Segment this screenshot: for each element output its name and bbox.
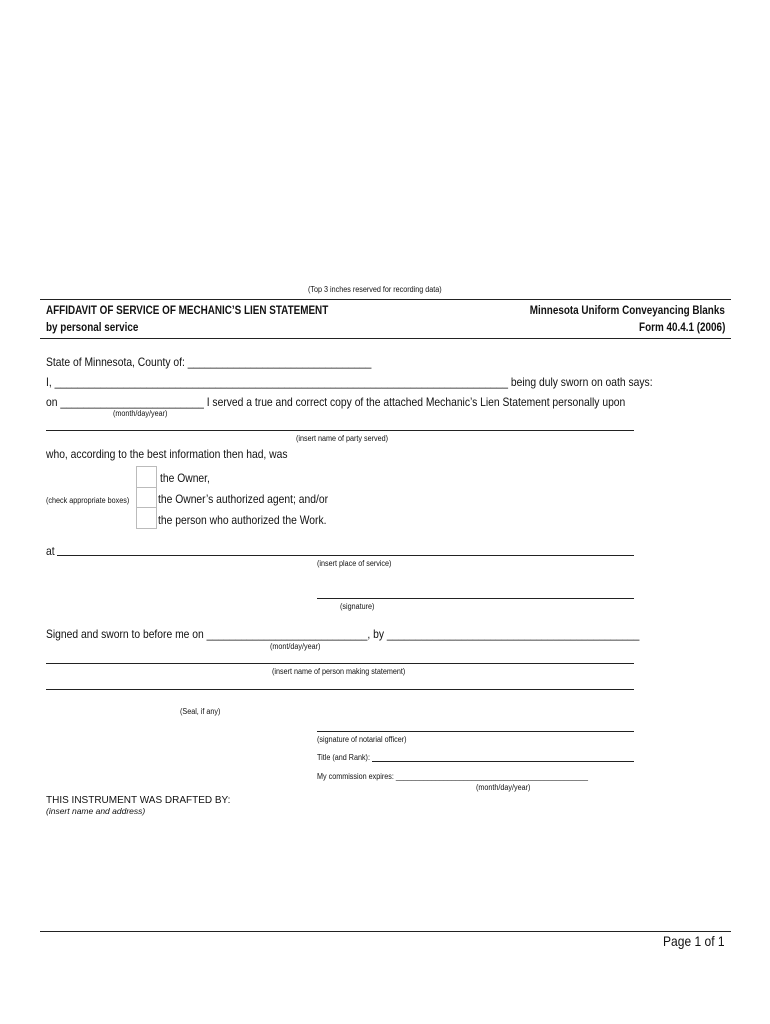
service-date-line[interactable]: on _________________________ I served a true and correct copy of the attached Mechanic’s Lien Statement personally upon xyxy=(46,395,626,409)
place-of-service-hint: (insert place of service) xyxy=(317,559,392,568)
title-rank-label: Title (and Rank): xyxy=(317,753,370,762)
notary-signature-field[interactable] xyxy=(317,731,634,732)
at-label: at xyxy=(46,544,55,558)
check-boxes-hint: (check appropriate boxes) xyxy=(46,496,130,505)
affiant-line[interactable]: I, _______________________________________________________________________________ being duly sworn on oath says: xyxy=(46,375,653,389)
party-served-hint: (insert name of party served) xyxy=(296,434,389,443)
option-authorizer: the person who authorized the Work. xyxy=(158,513,327,527)
page-number: Page 1 of 1 xyxy=(663,933,725,949)
form-number: Form 40.4.1 (2006) xyxy=(638,322,725,334)
state-county-line[interactable]: State of Minnesota, County of: ________________________________ xyxy=(46,355,372,369)
form-series: Minnesota Uniform Conveyancing Blanks xyxy=(529,305,725,317)
header-top-rule xyxy=(40,299,731,300)
place-of-service-field[interactable] xyxy=(57,555,634,556)
title-rank-field[interactable] xyxy=(372,761,634,762)
commission-date-hint: (month/day/year) xyxy=(476,783,531,792)
agent-checkbox[interactable] xyxy=(136,487,157,509)
header-bottom-rule xyxy=(40,338,731,339)
party-served-field[interactable] xyxy=(46,430,634,431)
drafted-by-label: THIS INSTRUMENT WAS DRAFTED BY: xyxy=(46,795,231,806)
sworn-date-hint: (mont/day/year) xyxy=(270,642,321,651)
service-date-hint: (month/day/year) xyxy=(113,409,168,418)
option-agent: the Owner’s authorized agent; and/or xyxy=(158,492,329,506)
commission-expires-line[interactable]: My commission expires: ________________________________________________ xyxy=(317,772,589,781)
drafted-by-hint: (insert name and address) xyxy=(46,806,146,816)
owner-checkbox[interactable] xyxy=(136,466,157,488)
option-owner: the Owner, xyxy=(160,471,210,485)
signature-field[interactable] xyxy=(317,598,634,599)
who-line: who, according to the best information then had, was xyxy=(46,447,288,461)
signed-sworn-line[interactable]: Signed and sworn to before me on ____________________________, by ____________________________________________ xyxy=(46,627,640,641)
authorizer-checkbox[interactable] xyxy=(136,507,157,529)
notary-signature-hint: (signature of notarial officer) xyxy=(317,735,407,744)
extra-line-field[interactable] xyxy=(46,689,634,690)
recording-note: (Top 3 inches reserved for recording data) xyxy=(308,285,442,294)
person-making-statement-field[interactable] xyxy=(46,663,634,664)
person-making-statement-hint: (insert name of person making statement) xyxy=(272,667,406,676)
seal-hint: (Seal, if any) xyxy=(180,707,221,716)
signature-hint: (signature) xyxy=(340,602,375,611)
footer-rule xyxy=(40,931,731,932)
form-subtitle: by personal service xyxy=(46,322,139,334)
form-title: AFFIDAVIT OF SERVICE OF MECHANIC’S LIEN STATEMENT xyxy=(46,305,329,317)
